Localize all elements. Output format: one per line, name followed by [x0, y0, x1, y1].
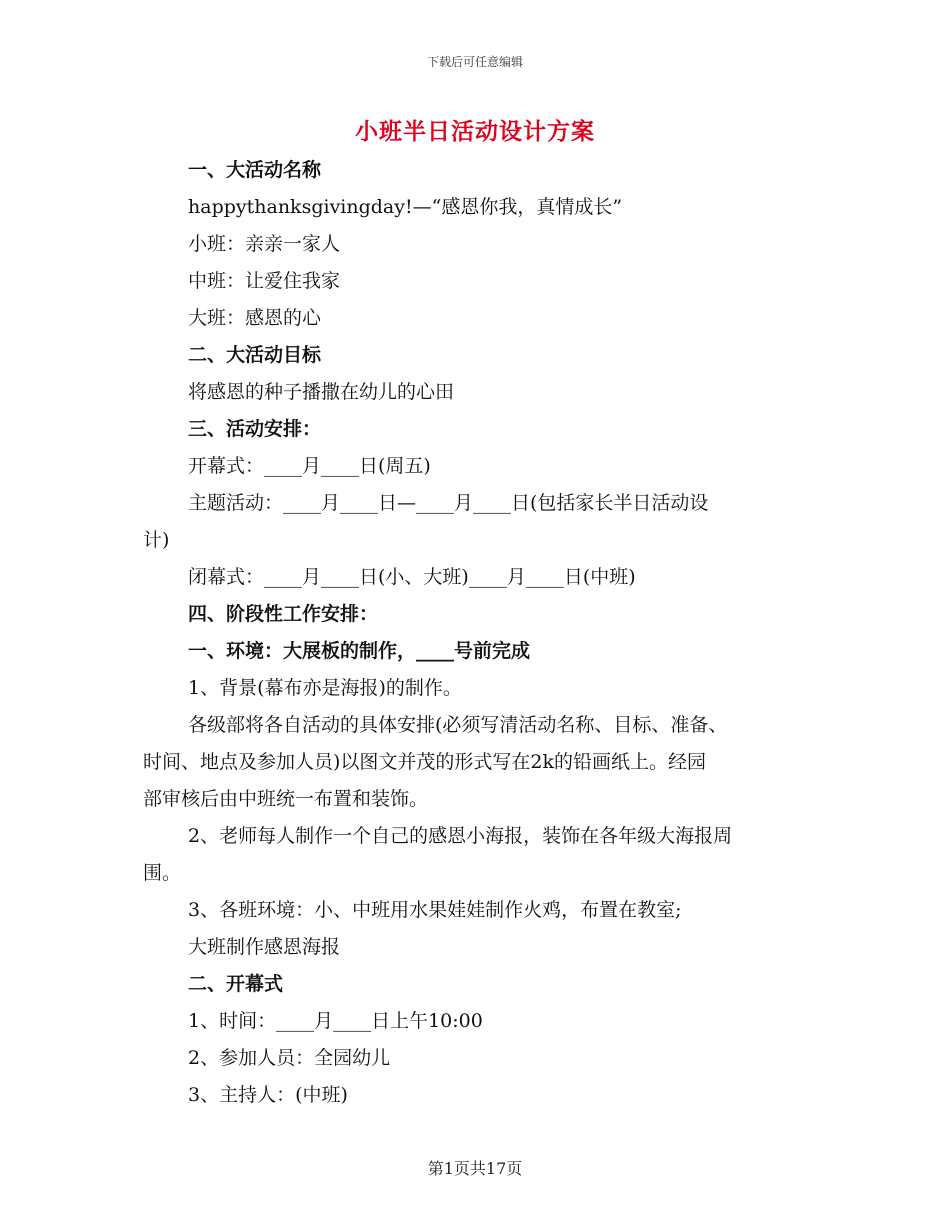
subsection-heading: 一、环境：大展板的制作，____号前完成	[188, 640, 531, 662]
paragraph-continuation: 计)	[143, 529, 170, 551]
paragraph: 各级部将各自活动的具体安排(必须写清活动名称、目标、准备、	[188, 714, 728, 736]
section-heading-1: 一、大活动名称	[188, 159, 322, 181]
subsection-heading: 二、开幕式	[188, 973, 284, 995]
paragraph-continuation: 围。	[143, 862, 182, 884]
section-heading-4: 四、阶段性工作安排：	[188, 603, 379, 625]
paragraph: 中班：让爱住我家	[188, 270, 341, 292]
section-heading-3: 三、活动安排：	[188, 418, 322, 440]
paragraph: 将感恩的种子播撒在幼儿的心田	[188, 381, 455, 403]
paragraph: 开幕式：____月____日(周五)	[188, 455, 431, 477]
paragraph: happythanksgivingday!—“感恩你我，真情成长”	[188, 196, 623, 218]
paragraph-continuation: 部审核后由中班统一布置和装饰。	[143, 788, 429, 810]
header-note: 下载后可任意编辑	[426, 55, 523, 69]
paragraph: 主题活动：____月____日—____月____日(包括家长半日活动设	[188, 492, 709, 514]
page-number: 第1页共17页	[427, 1159, 523, 1178]
paragraph: 3、主持人：(中班)	[188, 1084, 348, 1106]
document-title: 小班半日活动设计方案	[355, 118, 595, 145]
paragraph: 2、老师每人制作一个自己的感恩小海报，装饰在各年级大海报周	[188, 825, 733, 847]
paragraph: 大班：感恩的心	[188, 307, 322, 329]
section-heading-2: 二、大活动目标	[188, 344, 322, 366]
paragraph: 1、背景(幕布亦是海报)的制作。	[188, 677, 462, 699]
paragraph-continuation: 时间、地点及参加人员)以图文并茂的形式写在2k的铅画纸上。经园	[143, 751, 707, 773]
paragraph: 闭幕式：____月____日(小、大班)____月____日(中班)	[188, 566, 636, 588]
paragraph: 大班制作感恩海报	[188, 936, 341, 958]
paragraph: 3、各班环境：小、中班用水果娃娃制作火鸡，布置在教室;	[188, 899, 682, 921]
paragraph: 2、参加人员：全园幼儿	[188, 1047, 391, 1069]
paragraph: 1、时间：____月____日上午10:00	[188, 1010, 483, 1032]
paragraph: 小班：亲亲一家人	[188, 233, 341, 255]
